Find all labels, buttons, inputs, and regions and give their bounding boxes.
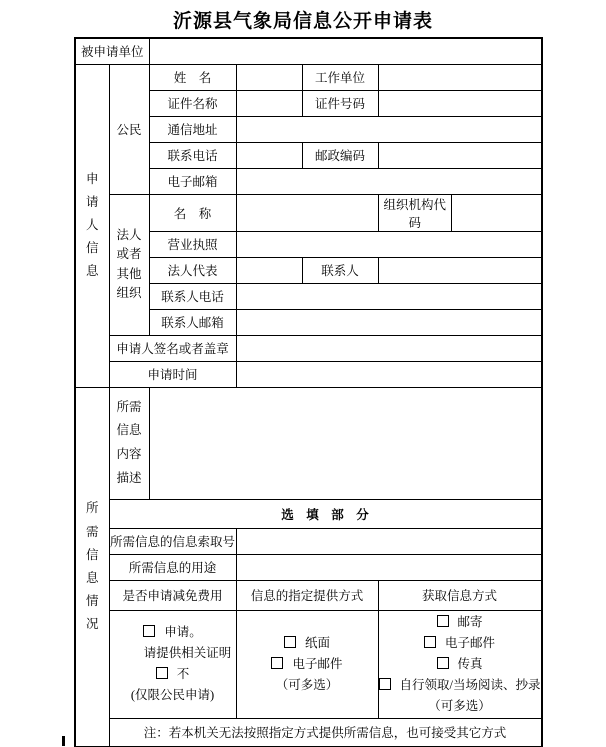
legal-rep-field[interactable] (236, 257, 302, 283)
email-label: 电子邮箱 (149, 168, 236, 194)
contact-phone-field[interactable] (236, 283, 542, 309)
obtain-mail-checkbox[interactable] (437, 615, 449, 627)
delivery-multi-hint: （可多选） (275, 677, 339, 692)
application-form-table (74, 37, 543, 747)
address-label: 通信地址 (149, 116, 236, 142)
citizen-name-label: 姓 名 (149, 64, 236, 90)
fee-waiver-options (109, 610, 236, 718)
fee-apply-label: 申请。 (164, 625, 202, 639)
license-label: 营业执照 (149, 231, 236, 257)
delivery-method-header: 信息的指定提供方式 (236, 580, 378, 610)
apply-time-label: 申请时间 (109, 361, 236, 387)
contact-field[interactable] (378, 257, 542, 283)
content-desc-label: 所需信息内容描述 (109, 387, 149, 499)
text-cursor (62, 736, 65, 746)
delivery-email-label: 电子邮件 (292, 656, 343, 671)
contact-email-label: 联系人邮箱 (149, 309, 236, 335)
obtain-selfpickup-option[interactable] (379, 675, 541, 696)
form-title: 沂源县气象局信息公开申请表 (172, 11, 433, 32)
organization-group-label: 法人或者其他组织 (109, 194, 149, 335)
work-unit-label: 工作单位 (302, 64, 378, 90)
delivery-email-option[interactable] (237, 654, 378, 675)
phone-label: 联系电话 (149, 142, 236, 168)
fee-apply-option[interactable] (110, 622, 236, 643)
fee-citizen-only-hint: (仅限公民申请) (130, 688, 215, 702)
delivery-email-checkbox[interactable] (271, 657, 283, 669)
obtain-multi-hint: （可多选） (428, 698, 491, 713)
obtain-selfpickup-label: 自行领取/当场阅读、抄录 (399, 677, 541, 692)
address-field[interactable] (236, 116, 542, 142)
obtain-fax-label: 传真 (457, 656, 483, 671)
index-no-field[interactable] (236, 528, 542, 554)
org-name-label: 名 称 (149, 194, 236, 231)
postcode-label: 邮政编码 (302, 142, 378, 168)
delivery-paper-label: 纸面 (304, 635, 330, 650)
contact-email-field[interactable] (236, 309, 542, 335)
obtain-email-checkbox[interactable] (424, 636, 436, 648)
contact-label: 联系人 (302, 257, 378, 283)
license-field[interactable] (236, 231, 542, 257)
content-desc-field[interactable] (149, 387, 542, 499)
citizen-group-label: 公民 (109, 64, 149, 194)
org-code-field[interactable] (452, 194, 542, 231)
signature-label: 申请人签名或者盖章 (109, 335, 236, 361)
purpose-field[interactable] (236, 554, 542, 580)
apply-time-field[interactable] (236, 361, 542, 387)
delivery-paper-option[interactable] (237, 633, 378, 654)
fee-no-checkbox[interactable] (156, 667, 168, 679)
obtain-selfpickup-checkbox[interactable] (379, 678, 391, 690)
org-code-label: 组织机构代码 (378, 194, 452, 231)
cert-no-field[interactable] (378, 90, 542, 116)
fee-no-option[interactable] (110, 664, 236, 685)
cert-name-field[interactable] (236, 90, 302, 116)
applied-unit-label: 被申请单位 (75, 38, 149, 64)
obtain-mail-option[interactable] (379, 612, 541, 633)
obtain-mail-label: 邮寄 (457, 614, 483, 629)
obtain-email-option[interactable] (379, 633, 541, 654)
obtain-method-options (378, 610, 542, 718)
fee-apply-checkbox[interactable] (143, 625, 155, 637)
citizen-name-field[interactable] (236, 64, 302, 90)
signature-field[interactable] (236, 335, 542, 361)
cert-no-label: 证件号码 (302, 90, 378, 116)
index-no-label: 所需信息的信息索取号 (109, 528, 236, 554)
obtain-method-header: 获取信息方式 (378, 580, 542, 610)
applied-unit-field[interactable] (149, 38, 542, 64)
applicant-section-label: 申请人信息 (75, 64, 109, 387)
fee-proof-hint: 请提供相关证明 (143, 646, 232, 660)
postcode-field[interactable] (378, 142, 542, 168)
org-name-field[interactable] (236, 194, 378, 231)
obtain-fax-option[interactable] (379, 654, 541, 675)
required-info-section-label: 所需信息情况 (75, 387, 109, 747)
phone-field[interactable] (236, 142, 302, 168)
fee-no-label: 不 (176, 667, 190, 681)
purpose-label: 所需信息的用途 (109, 554, 236, 580)
contact-phone-label: 联系人电话 (149, 283, 236, 309)
obtain-fax-checkbox[interactable] (437, 657, 449, 669)
cert-name-label: 证件名称 (149, 90, 236, 116)
legal-rep-label: 法人代表 (149, 257, 236, 283)
delivery-method-options (236, 610, 378, 718)
fee-waiver-header: 是否申请减免费用 (109, 580, 236, 610)
work-unit-field[interactable] (378, 64, 542, 90)
note-text: 注：若本机关无法按照指定方式提供所需信息，也可接受其它方式 (109, 718, 542, 747)
optional-part-header: 选 填 部 分 (109, 499, 542, 528)
email-field[interactable] (236, 168, 542, 194)
obtain-email-label: 电子邮件 (445, 635, 496, 650)
delivery-paper-checkbox[interactable] (284, 636, 296, 648)
